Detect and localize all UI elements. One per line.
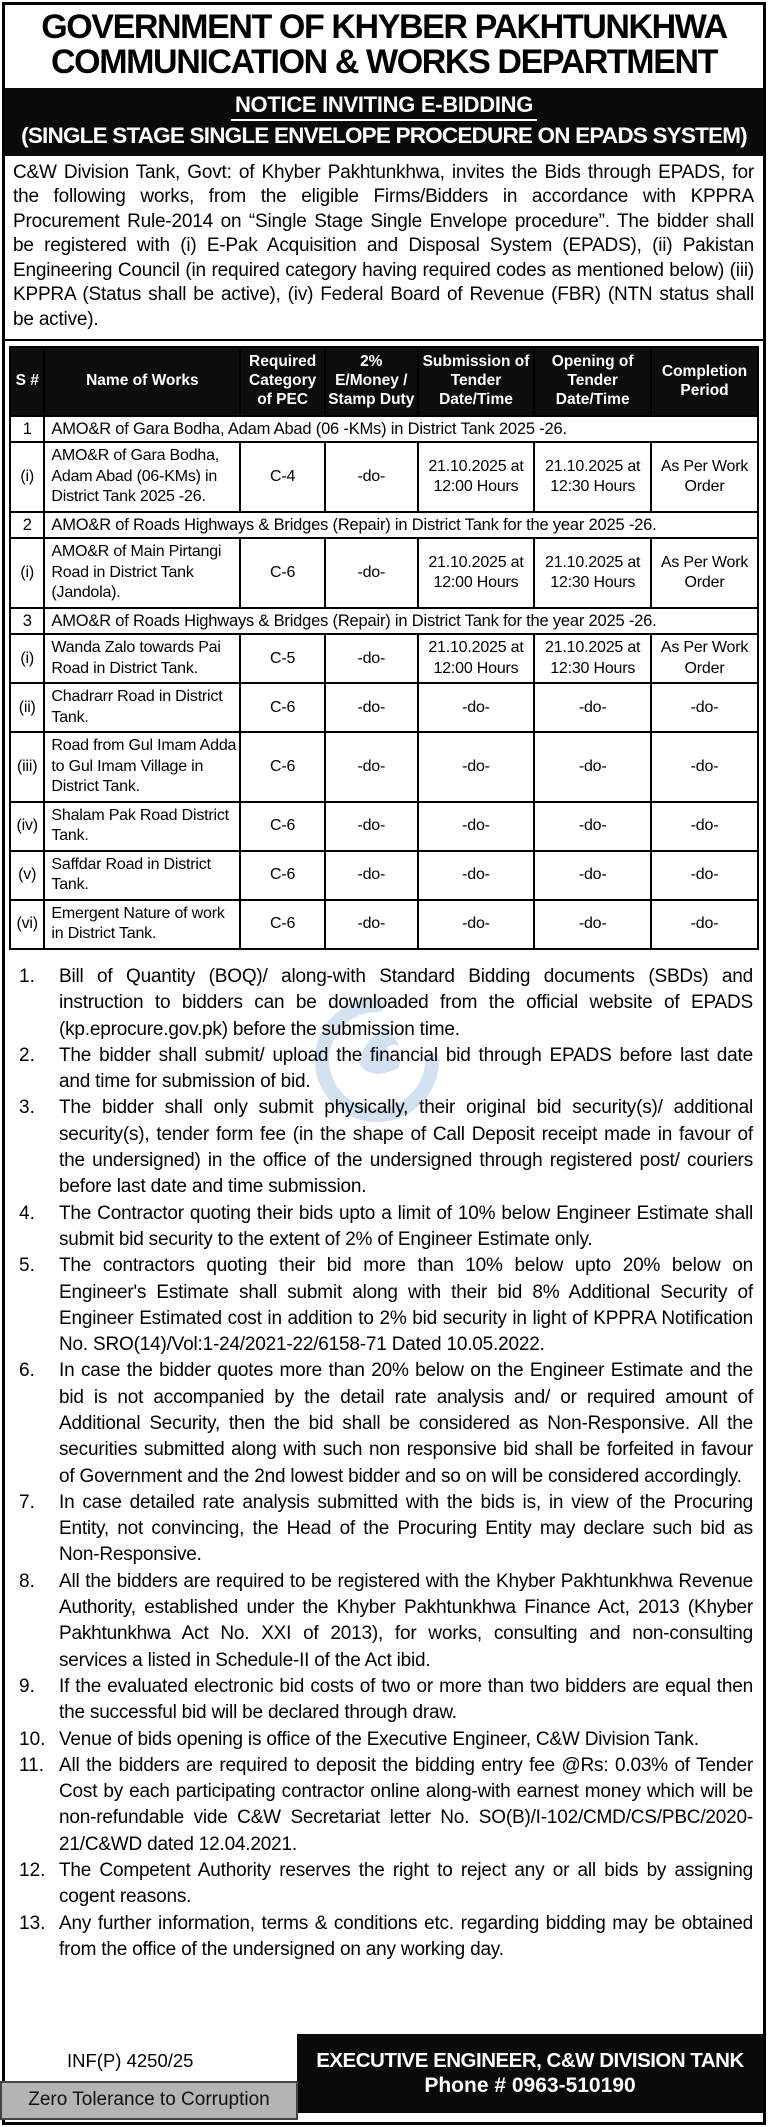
pec-category-cell: C-6 [240,900,325,949]
table-row [10,634,758,683]
column-header: Submission of Tender Date/Time [418,347,535,416]
table-row [10,900,758,949]
condition-item [17,1569,753,1674]
table-group-row [10,416,758,443]
emoney-cell: -do- [325,634,418,683]
table-row [10,732,758,802]
emoney-cell: -do- [325,442,418,512]
pec-category-cell: C-6 [240,683,325,732]
opening-cell: -do- [534,900,651,949]
works-table-wrap [5,341,763,954]
opening-cell: -do- [534,802,651,851]
work-name-cell: AMO&R of Main Pirtangi Road in District Tank (Jandola). [44,538,240,608]
emoney-cell: -do- [325,802,418,851]
emoney-cell: -do- [325,538,418,608]
work-name-cell: Road from Gul Imam Adda to Gul Imam Village in District Tank. [44,732,240,802]
condition-item [17,1095,753,1200]
submission-cell: 21.10.2025 at 12:00 Hours [418,442,535,512]
condition-item [17,1253,753,1358]
condition-text: Any further information, terms & conditions etc. regarding bidding may be obtained from the office of the undersigned on any working day. [59,1912,753,1960]
completion-cell: As Per Work Order [651,634,758,683]
opening-cell: 21.10.2025 at 12:30 Hours [534,442,651,512]
work-name-cell: Saffdar Road in District Tank. [44,851,240,900]
condition-text: In case detailed rate analysis submitted with the bids is, in view of the Procuring Entity, not convincing, the Head of the Procuring Entity may declare such bid as Non-Responsive. [59,1491,753,1566]
conditions-list [17,964,753,1963]
condition-number: 7. [19,1491,35,1513]
submission-cell: 21.10.2025 at 12:00 Hours [418,634,535,683]
work-name-cell: Wanda Zalo towards Pai Road in District Tank. [44,634,240,683]
group-title-cell: AMO&R of Gara Bodha, Adam Abad (06 -KMs) in District Tank 2025 -26. [44,416,758,443]
table-row [10,683,758,732]
completion-cell: -do- [651,900,758,949]
opening-cell: 21.10.2025 at 12:30 Hours [534,634,651,683]
condition-item [17,1490,753,1569]
table-group-row [10,512,758,539]
condition-item [17,1674,753,1727]
completion-cell: -do- [651,802,758,851]
condition-text: If the evaluated electronic bid costs of two or more than two bidders are equal then the successful bid will be declared through draw. [59,1675,753,1724]
condition-number: 5. [19,1255,35,1277]
serial-cell: (i) [10,442,44,512]
serial-cell: (i) [10,634,44,683]
serial-cell: 2 [10,512,44,539]
completion-cell: As Per Work Order [651,538,758,608]
table-row [10,851,758,900]
condition-number: 2. [19,1044,35,1066]
table-group-row [10,608,758,635]
notice-banner [5,88,763,156]
condition-text: Venue of bids opening is office of the Executive Engineer, C&W Division Tank. [59,1728,699,1750]
pec-category-cell: C-6 [240,851,325,900]
group-title-cell: AMO&R of Roads Highways & Bridges (Repair) in District Tank for the year 2025 -26. [44,512,758,539]
serial-cell: (iv) [10,802,44,851]
banner-subtitle: (SINGLE STAGE SINGLE ENVELOPE PROCEDURE ON EPADS SYSTEM) [21,122,747,148]
pec-category-cell: C-5 [240,634,325,683]
submission-cell: 21.10.2025 at 12:00 Hours [418,538,535,608]
serial-cell: (i) [10,538,44,608]
slogan-badge: Zero Tolerance to Corruption [0,2081,298,2120]
table-row [10,802,758,851]
group-title-cell: AMO&R of Roads Highways & Bridges (Repair) in District Tank for the year 2025 -26. [44,608,758,635]
condition-text: In case the bidder quotes more than 20% below on the Engineer Estimate and the bid is not accompanied by the detail rate analysis and/ or required amount of Additional Security, then the bid shall be considered as Non-Responsive. All the securities submitted along with such non responsive bid shall be forfeited in favour of Government and the 2nd lowest bidder and so on will be considered accordingly. [59,1360,753,1487]
emoney-cell: -do- [325,900,418,949]
submission-cell: -do- [418,900,535,949]
emoney-cell: -do- [325,851,418,900]
notice-frame [2,2,766,2125]
column-header: Opening of Tender Date/Time [534,347,651,416]
footer [5,2034,763,2122]
masthead [5,5,763,88]
condition-item [17,1858,753,1911]
submission-cell: -do- [418,802,535,851]
serial-cell: 1 [10,416,44,443]
completion-cell: As Per Work Order [651,442,758,512]
work-name-cell: Emergent Nature of work in District Tank. [44,900,240,949]
pec-category-cell: C-6 [240,538,325,608]
condition-text: The bidder shall submit/ upload the financial bid through EPADS before last date and time for submission of bid. [59,1044,753,1093]
condition-text: The Contractor quoting their bids upto a limit of 10% below Engineer Estimate shall submit bid security to the extent of 2% of Engineer Estimate only. [59,1202,753,1250]
banner-title: NOTICE INVITING E-BIDDING [231,92,537,121]
condition-text: Bill of Quantity (BOQ)/ along-with Standard Bidding documents (SBDs) and instruction to bidders can be downloaded from the official website of EPADS (kp.eprocure.gov.pk) before the submission time. [59,965,753,1040]
condition-item [17,1358,753,1489]
work-name-cell: AMO&R of Gara Bodha, Adam Abad (06-KMs) in District Tank 2025 -26. [44,442,240,512]
condition-item [17,964,753,1043]
condition-number: 8. [19,1570,35,1592]
opening-cell: -do- [534,683,651,732]
signature-phone: Phone # 0963-510190 [424,2074,636,2097]
condition-text: All the bidders are required to be registered with the Khyber Pakhtunkhwa Revenue Authority, established under the Khyber Pakhtunkhwa Finance Act, 2013 (Khyber Pakhtunkhwa Act No. XXI of 2013), for works, consulting and non-consulting services a listed in Schedule-II of the Act ibid. [59,1570,753,1671]
column-header: 2% E/Money / Stamp Duty [325,347,418,416]
column-header: Name of Works [44,347,240,416]
work-name-cell: Shalam Pak Road District Tank. [44,802,240,851]
works-table-head [10,347,758,416]
works-table-body [10,416,758,949]
completion-cell: -do- [651,683,758,732]
completion-cell: -do- [651,851,758,900]
condition-number: 13. [19,1912,46,1934]
condition-item [17,1043,753,1096]
intro-paragraph: C&W Division Tank, Govt: of Khyber Pakhtunkhwa, invites the Bids through EPADS, for the following works, from the eligible Firms/Bidders in accordance with KPPRA Procurement Rule-2014 on “Single Stage Single Envelope procedure”. The bidder shall be registered with (i) E-Pak Acquisition and Disposal System (EPADS), (ii) Pakistan Engineering Council (in required category having required codes as mentioned below) (iii) KPPRA (Status shall be active), (iv) Federal Board of Revenue (FBR) (NTN status shall be active). [5,156,763,342]
condition-text: The contractors quoting their bid more than 10% below upto 20% below on Engineer's Estimate shall submit along with their bid 8% Additional Security of Engineer Estimated cost in addition to 2% bid security in light of KPPRA Notification No. SRO(14)/Vol:1-24/2021-22/6158-71 Dated 10.05.2022. [59,1255,753,1356]
opening-cell: -do- [534,732,651,802]
works-table [9,346,759,950]
department-title: COMMUNICATION & WORKS DEPARTMENT [51,43,717,82]
opening-cell: -do- [534,851,651,900]
condition-number: 1. [19,965,35,987]
condition-number: 3. [19,1097,35,1119]
condition-text: The bidder shall only submit physically, their original bid security(s)/ additional security(s), tender form fee (in the shape of Call Deposit receipt made in favour of the undersigned) in the office of the undersigned through registered post/ couriers before last date and time submission. [59,1097,753,1198]
opening-cell: 21.10.2025 at 12:30 Hours [534,538,651,608]
column-header: S # [10,347,44,416]
column-header: Completion Period [651,347,758,416]
emoney-cell: -do- [325,732,418,802]
pec-category-cell: C-4 [240,442,325,512]
condition-item [17,1201,753,1254]
submission-cell: -do- [418,851,535,900]
table-row [10,442,758,512]
condition-number: 4. [19,1202,35,1224]
pec-category-cell: C-6 [240,802,325,851]
condition-item [17,1727,753,1753]
submission-cell: -do- [418,732,535,802]
signature-block [297,2034,763,2113]
works-table-header-row [10,347,758,416]
advert-reference: INF(P) 4250/25 [67,2050,194,2071]
condition-number: 11. [19,1754,45,1776]
column-header: Required Category of PEC [240,347,325,416]
serial-cell: (iii) [10,732,44,802]
serial-cell: (v) [10,851,44,900]
condition-item [17,1911,753,1964]
conditions-section [5,954,763,2034]
pec-category-cell: C-6 [240,732,325,802]
work-name-cell: Chadrarr Road in District Tank. [44,683,240,732]
emoney-cell: -do- [325,683,418,732]
signature-title: EXECUTIVE ENGINEER, C&W DIVISION TANK [316,2049,744,2072]
condition-number: 6. [19,1360,35,1382]
serial-cell: (ii) [10,683,44,732]
condition-number: 9. [19,1675,35,1697]
condition-number: 12. [19,1860,46,1882]
condition-text: All the bidders are required to deposit the bidding entry fee @Rs: 0.03% of Tender Cost by each participating contractor online along-with earnest money which will be non-refundable vide C&W Secretariat letter No. SO(B)/I-102/CMD/CS/PBC/2020-21/C&WD dated 12.04.2021. [59,1754,753,1855]
table-row [10,538,758,608]
serial-cell: 3 [10,608,44,635]
condition-item [17,1753,753,1858]
condition-number: 10. [19,1728,46,1750]
completion-cell: -do- [651,732,758,802]
submission-cell: -do- [418,683,535,732]
serial-cell: (vi) [10,900,44,949]
condition-text: The Competent Authority reserves the right to reject any or all bids by assigning cogent reasons. [59,1860,753,1908]
government-title: GOVERNMENT OF KHYBER PAKHTUNKHWA [41,8,727,46]
